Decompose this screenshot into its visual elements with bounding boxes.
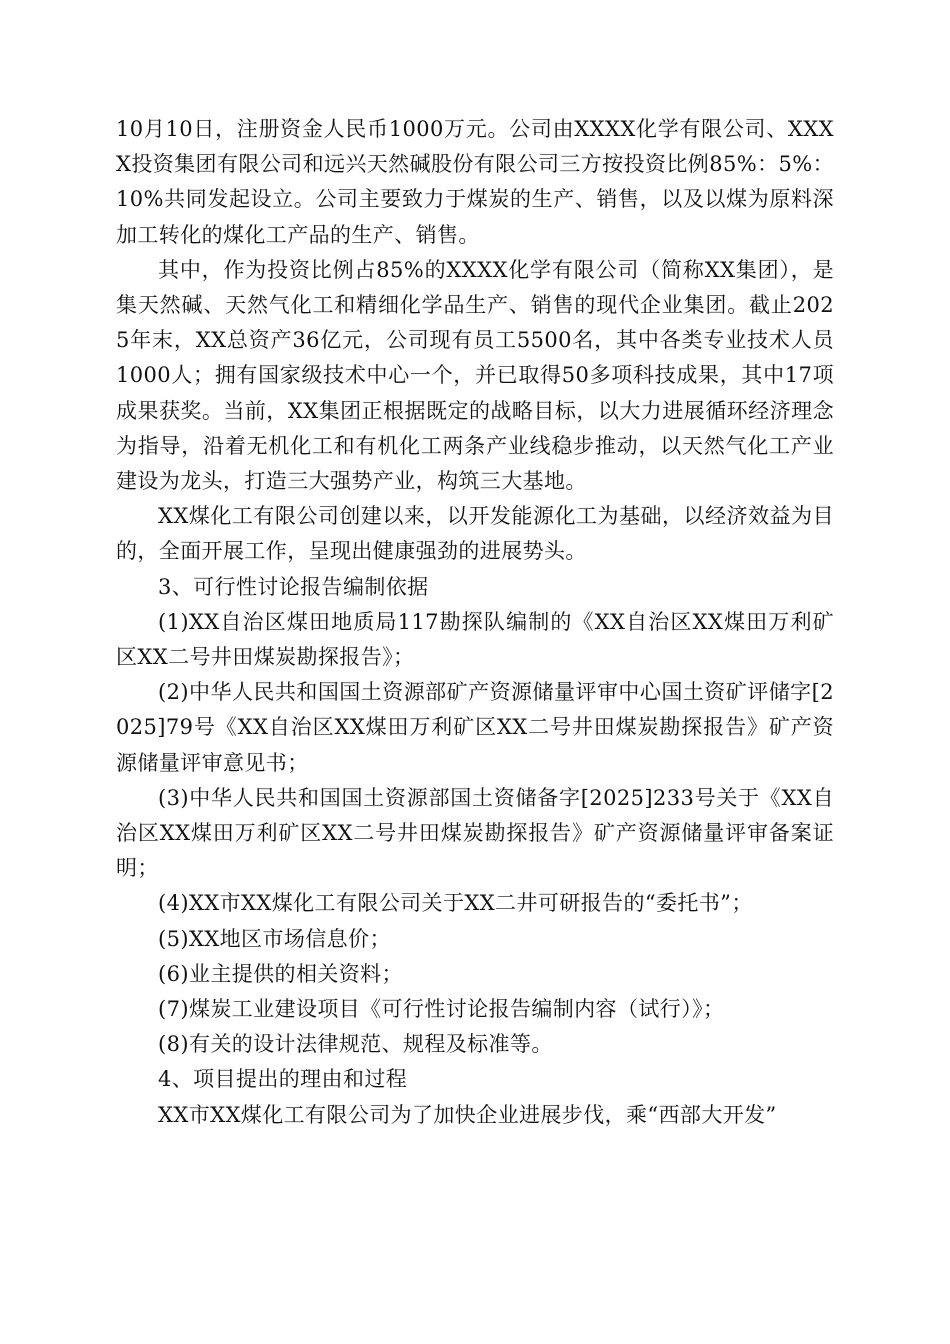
section-heading-basis: 3、可行性讨论报告编制依据 bbox=[158, 574, 429, 599]
paragraph-company-intro: 10月10日，注册资金人民币1000万元。公司由XXXX化学有限公司、XXXX投资集团有限公司和远兴天然碱股份有限公司三方按投资比例85%：5%：10%共同发起设立。公司主要致力于煤炭的生产、销售，以及以煤为原料深加工转化的煤化工产品的生产、销售。 bbox=[116, 117, 834, 247]
document-page bbox=[116, 112, 834, 1133]
section-heading-reasons: 4、项目提出的理由和过程 bbox=[158, 1067, 408, 1092]
basis-item-8: (8)有关的设计法律规范、规程及标准等。 bbox=[158, 1032, 553, 1057]
basis-item-3: (3)中华人民共和国国土资源部国土资储备字[2025]233号关于《XX自治区XX煤田万利矿区XX二号井田煤炭勘探报告》矿产资源储量评审备案证明； bbox=[116, 785, 834, 881]
basis-item-4: (4)XX市XX煤化工有限公司关于XX二井可研报告的“委托书”； bbox=[158, 891, 753, 916]
basis-item-2: (2)中华人民共和国国土资源部矿产资源储量评审中心国土资矿评储字[2025]79号《XX自治区XX煤田万利矿区XX二号井田煤炭勘探报告》矿产资源储量评审意见书； bbox=[116, 680, 834, 775]
basis-item-6: (6)业主提供的相关资料； bbox=[158, 961, 403, 986]
paragraph-reasons-start: XX市XX煤化工有限公司为了加快企业进展步伐，乘“西部大开发” bbox=[158, 1102, 777, 1127]
basis-item-5: (5)XX地区市场信息价； bbox=[158, 926, 391, 951]
paragraph-company-development: XX煤化工有限公司创建以来，以开发能源化工为基础，以经济效益为目的，全面开展工作，呈现出健康强劲的进展势头。 bbox=[116, 504, 834, 564]
paragraph-xx-group: 其中，作为投资比例占85%的XXXX化学有限公司（简称XX集团），是集天然碱、天然气化工和精细化学品生产、销售的现代企业集团。截止2025年末，XX总资产36亿元，公司现有员工5500名，其中各类专业技术人员1000人；拥有国家级技术中心一个，并已取得50多项科技成果，其中17项成果获奖。当前，XX集团正根据既定的战略目标，以大力进展循环经济理念为指导，沿着无机化工和有机化工两条产业线稳步推动，以天然气化工产业建设为龙头，打造三大强势产业，构筑三大基地。 bbox=[116, 257, 834, 494]
basis-item-1: (1)XX自治区煤田地质局117勘探队编制的《XX自治区XX煤田万利矿区XX二号井田煤炭勘探报告》； bbox=[116, 609, 834, 670]
basis-item-7: (7)煤炭工业建设项目《可行性讨论报告编制内容（试行）》； bbox=[158, 997, 725, 1022]
